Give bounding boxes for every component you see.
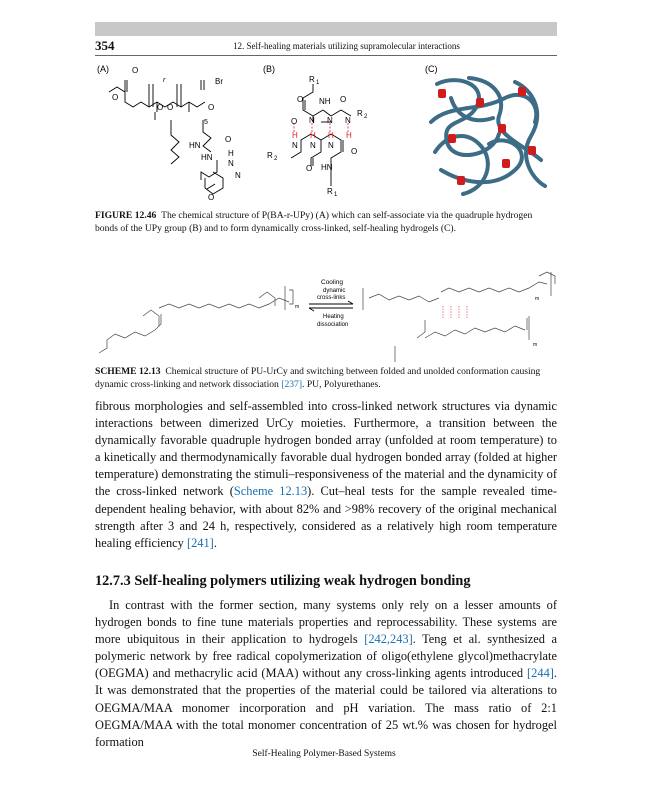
repeat-m: m	[295, 304, 300, 310]
atom: O	[351, 147, 358, 156]
footer-book-title: Self-Healing Polymer-Based Systems	[252, 749, 396, 759]
panel-a-structure	[109, 80, 223, 194]
atom: N	[310, 141, 316, 150]
scheme-link[interactable]: Scheme 12.13	[233, 484, 308, 499]
atom: HN	[201, 153, 213, 162]
running-title: 12. Self-healing materials utilizing supramolecular interactions	[233, 41, 460, 51]
atom: H	[346, 131, 352, 140]
figure-label: FIGURE 12.46	[95, 210, 157, 221]
atom: O	[225, 135, 232, 144]
atom: O	[157, 103, 164, 112]
paragraph-text: .	[213, 535, 217, 550]
dissociation-label: dissociation	[317, 322, 349, 328]
header-bar	[95, 22, 557, 36]
atom: O	[132, 66, 139, 75]
left-structure	[99, 286, 293, 353]
scheme-caption-text: . PU, Polyurethanes.	[302, 378, 381, 390]
paragraph-text: fibrous morphologies and self-assembled into cross-linked network structures via dynamic interactions between dimerized UrCy moieties. Furthermore, a transition between the dynamically favorable quadruple hydrogen bonded array (unfolded at room temperature) to a kinetically and thermodynamically favorable dual hydrogen bonded array (folded at higher temperature) demonstrating the stimuli–responsiveness of the material and the dynamicity of the cross-linked network (	[95, 399, 557, 499]
atom: O	[340, 95, 347, 104]
atom: N	[345, 116, 351, 125]
atom: N	[228, 159, 234, 168]
atom: NH	[319, 97, 331, 106]
atom: 2	[274, 156, 278, 162]
atom: N	[235, 171, 241, 180]
scheme-caption-text: Chemical structure of PU-UrCy and switching between folded and unolded conformation causing dynamic cross-linking and network dissociation	[95, 366, 541, 390]
scheme-label: SCHEME 12.13	[95, 366, 161, 377]
atom: 5	[204, 119, 208, 126]
atom: N	[327, 116, 333, 125]
cooling-label: Cooling	[321, 279, 344, 286]
atom: N	[328, 141, 334, 150]
dynamic-label: dynamic	[323, 288, 346, 294]
paragraph-text: ). Cut–heal tests for the sample revealed time-dependent healing behavior, with about 82% and >98% recovery of the original mechanical strength after 3 and 24 h, respectively, considered as a relatively high room temperature healing efficiency	[95, 484, 557, 550]
citation-link[interactable]: [237]	[281, 378, 303, 390]
citation-link[interactable]: [244]	[527, 666, 554, 681]
page-number: 354	[95, 38, 115, 53]
panel-b-label: (B)	[263, 64, 275, 74]
atom: R	[267, 151, 273, 160]
atom: H	[310, 131, 316, 140]
paragraph-text: . It was demonstrated that the properties of the material could be tailored via alterations to OEGMA/MAA monomer incorporation and pH variation. The mass ratio of 2:1 OEGMA/MAA with the total monomer concentration of 25 wt.% was chosen for hydrogel formation	[95, 666, 557, 749]
equilibrium-arrows	[309, 301, 353, 311]
scheme-12-13	[95, 268, 557, 363]
paragraph-2	[95, 597, 557, 751]
atom: H	[292, 131, 298, 140]
atom: O	[208, 193, 215, 202]
atom: O	[297, 95, 304, 104]
atom: N	[309, 116, 315, 125]
atom: 1	[316, 80, 320, 86]
atom: R	[309, 75, 315, 84]
atom: O	[291, 117, 298, 126]
atom: H	[328, 131, 334, 140]
paragraph-text: . Teng et al. synthesized a polymeric network by free radical copolymerization of oligo(ethylene glycol)methacrylate (OEGMA) and methacrylic acid (MAA) without any cross-linking agents introduced	[95, 632, 557, 681]
atom: r	[163, 77, 166, 84]
atom: 2	[364, 114, 368, 120]
atom: HN	[321, 163, 333, 172]
atom: O	[208, 103, 215, 112]
atom: HN	[189, 141, 201, 150]
paragraph-1	[95, 398, 557, 552]
atom: O	[306, 164, 313, 173]
citation-link[interactable]: [241]	[186, 535, 214, 550]
atom: O	[112, 93, 119, 102]
atom: R	[357, 109, 363, 118]
dimer-hbonds	[443, 306, 467, 318]
citation-link[interactable]: [242,243]	[364, 632, 413, 647]
scheme-12-13-caption	[95, 366, 557, 391]
repeat-m: m	[535, 296, 540, 302]
crosslinks-label: cross-links	[317, 295, 346, 301]
panel-c-label: (C)	[425, 64, 438, 74]
atom: H	[228, 149, 234, 158]
hydrogen-bonds	[294, 123, 348, 132]
section-heading: 12.7.3 Self-healing polymers utilizing weak hydrogen bonding	[95, 573, 471, 589]
figure-12-46-caption	[95, 210, 557, 235]
heating-label: Heating	[323, 314, 344, 320]
atom: O	[167, 103, 174, 112]
repeat-m: m	[533, 342, 538, 348]
atom: Br	[215, 77, 223, 86]
atom: N	[292, 141, 298, 150]
figure-12-46	[95, 60, 557, 205]
figure-caption-text: The chemical structure of P(BA-r-UPy) (A) which can self-associate via the quadruple hydrogen bonds of the UPy group (B) and to form dynamically cross-linked, self-healing hydrogels (C).	[95, 210, 533, 234]
header-rule	[95, 55, 557, 56]
panel-a-label: (A)	[97, 64, 109, 74]
paragraph-text: In contrast with the former section, many systems only rely on a lesser amounts of hydrogen bonds to fine tune materials properties and reprocessability. These systems are more ubiquitous in their application to hydrogels	[95, 598, 557, 647]
atom: 1	[334, 192, 338, 198]
atom: R	[327, 187, 333, 196]
